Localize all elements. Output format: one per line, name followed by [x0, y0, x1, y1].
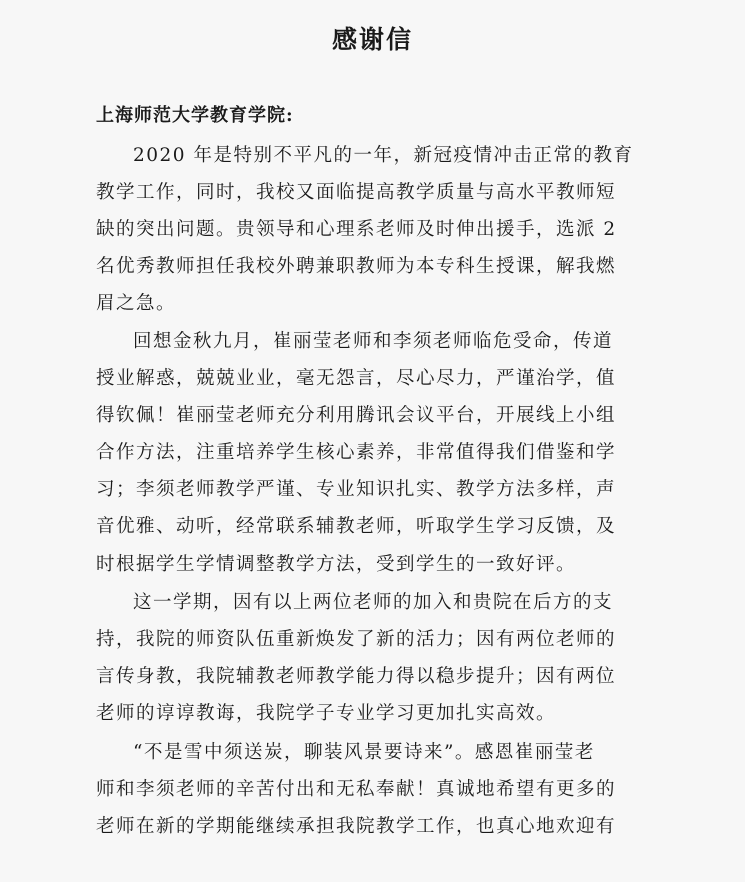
body-line: 音优雅、动听，经常联系辅教老师，听取学生学习反馈，及 [96, 516, 617, 537]
body-line: 师和李须老师的辛苦付出和无私奉献！真诚地希望有更多的 [96, 779, 617, 800]
body-line: 缺的突出问题。贵领导和心理系老师及时伸出援手，选派 2 [96, 219, 617, 240]
body-line: 眉之急。 [96, 293, 177, 314]
body-line: 言传身教，我院辅教老师教学能力得以稳步提升；因有两位 [96, 666, 617, 687]
body-line: 老师的谆谆教诲，我院学子专业学习更加扎实高效。 [96, 703, 557, 724]
body-line: 名优秀教师担任我校外聘兼职教师为本专科生授课，解我燃 [96, 256, 617, 277]
body-line: 回想金秋九月，崔丽莹老师和李须老师临危受命，传道 [133, 331, 614, 352]
body-line: 2020 年是特别不平凡的一年，新冠疫情冲击正常的教育 [133, 145, 634, 166]
body-line: 授业解惑，兢兢业业，毫无怨言，尽心尽力，严谨治学，值 [96, 368, 617, 389]
letter-title: 感谢信 [331, 25, 413, 54]
body-line: 时根据学生学情调整教学方法，受到学生的一致好评。 [96, 554, 577, 575]
body-line: “不是雪中须送炭，聊装风景要诗来”。感恩崔丽莹老 [133, 742, 595, 763]
body-line: 习；李须老师教学严谨、专业知识扎实、教学方法多样，声 [96, 479, 617, 500]
body-line: 持，我院的师资队伍重新焕发了新的活力；因有两位老师的 [96, 629, 617, 650]
body-line: 这一学期，因有以上两位老师的加入和贵院在后方的支 [133, 592, 614, 613]
salutation: 上海师范大学教育学院: [96, 105, 294, 126]
body-line: 合作方法，注重培养学生核心素养，非常值得我们借鉴和学 [96, 442, 617, 463]
body-line: 得钦佩！崔丽莹老师充分利用腾讯会议平台，开展线上小组 [96, 405, 617, 426]
body-line: 老师在新的学期能继续承担我院教学工作，也真心地欢迎有 [96, 816, 617, 837]
body-line: 教学工作，同时，我校又面临提高教学质量与高水平教师短 [96, 182, 617, 203]
